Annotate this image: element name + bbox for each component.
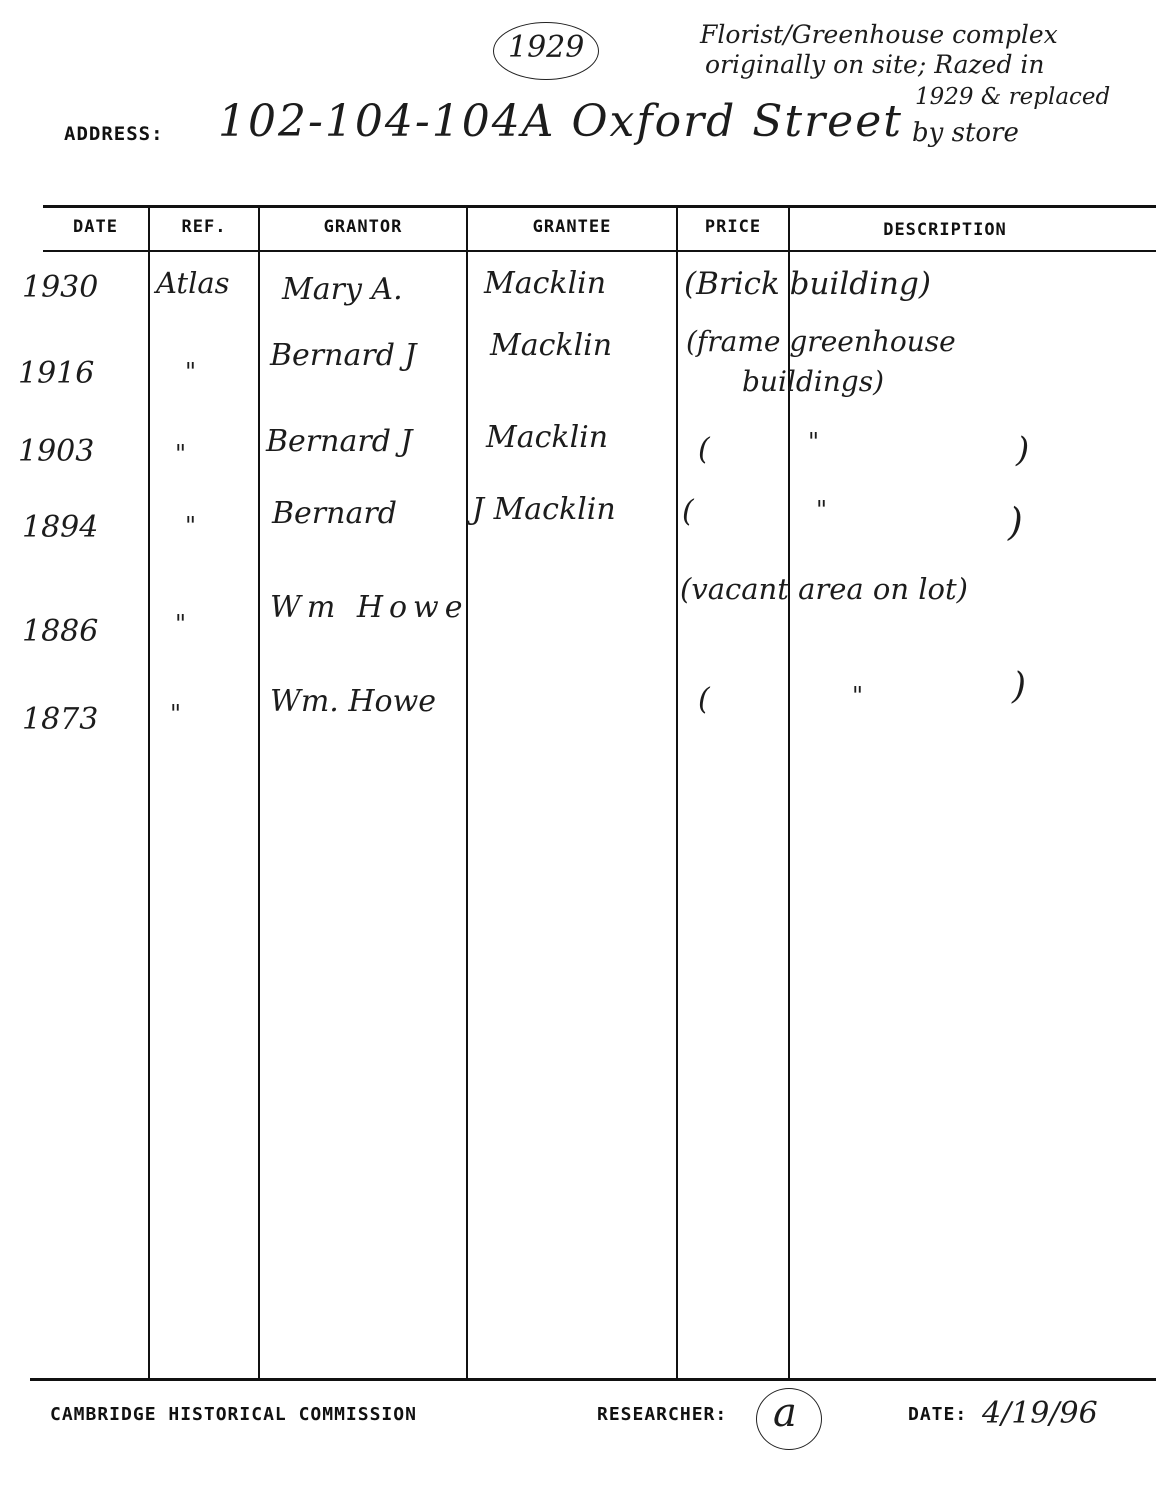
row-1903-ref: " xyxy=(175,440,187,468)
circled-year: 1929 xyxy=(508,30,585,65)
address-value: 102-104-104A Oxford Street xyxy=(218,96,903,147)
researcher-label: RESEARCHER: xyxy=(597,1404,728,1425)
row-1916-grantee: Macklin xyxy=(490,328,613,363)
row-1930-date: 1930 xyxy=(22,270,99,305)
row-1916-ref: " xyxy=(185,358,197,386)
column-divider xyxy=(676,206,678,1379)
row-1930-grantor: Mary A. xyxy=(282,272,403,307)
note-line-3: 1929 & replaced xyxy=(915,84,1111,110)
address-label: ADDRESS: xyxy=(64,123,164,145)
row-1903-grantor: Bernard J xyxy=(266,424,413,459)
column-header-date: DATE xyxy=(73,217,118,237)
column-header-grantee: GRANTEE xyxy=(532,217,612,237)
row-1873-date: 1873 xyxy=(22,702,99,737)
date-label: DATE: xyxy=(908,1404,968,1425)
row-1916-grantor: Bernard J xyxy=(270,338,417,373)
row-1873-ref: " xyxy=(170,700,182,728)
row-1930-ref: Atlas xyxy=(156,266,230,300)
row-1930-description: (Brick building) xyxy=(684,266,931,302)
column-header-ref: REF. xyxy=(181,217,227,237)
date-value: 4/19/96 xyxy=(982,1396,1098,1431)
row-1903-price-open-paren: ( xyxy=(698,432,710,467)
row-1894-price-open-paren: ( xyxy=(682,494,694,529)
row-1903-description-ditto: " xyxy=(808,428,820,456)
row-1903-grantee: Macklin xyxy=(486,420,609,455)
row-1873-description-close-paren: ) xyxy=(1012,666,1027,707)
table-header-rule xyxy=(43,250,1156,252)
note-line-1: Florist/Greenhouse complex xyxy=(700,20,1058,49)
row-1894-description-ditto: " xyxy=(816,496,828,524)
row-1916-date: 1916 xyxy=(18,356,95,391)
table-bottom-rule xyxy=(30,1378,1156,1381)
note-line-2: originally on site; Razed in xyxy=(705,50,1045,79)
column-divider xyxy=(466,206,468,1379)
row-1894-date: 1894 xyxy=(22,510,99,545)
row-1894-ref: " xyxy=(185,512,197,540)
row-1886-date: 1886 xyxy=(22,614,99,649)
column-header-description: DESCRIPTION xyxy=(883,220,1007,240)
row-1894-grantee: J Macklin xyxy=(472,492,616,527)
researcher-initial: a xyxy=(773,1390,797,1436)
table-top-rule xyxy=(43,205,1156,208)
row-1894-description-close-paren: ) xyxy=(1008,500,1023,544)
row-1886-grantor: Wm Howe xyxy=(270,590,469,625)
row-1886-description: (vacant area on lot) xyxy=(680,572,968,606)
column-divider xyxy=(148,206,150,1379)
row-1930-grantee: Macklin xyxy=(484,266,607,301)
row-1886-ref: " xyxy=(175,610,187,638)
column-header-price: PRICE xyxy=(704,217,762,237)
row-1916-description-line2: buildings) xyxy=(742,365,884,398)
row-1873-description-ditto: " xyxy=(852,682,864,710)
column-header-grantor: GRANTOR xyxy=(323,217,403,237)
note-line-4: by store xyxy=(912,118,1019,148)
row-1873-price-open-paren: ( xyxy=(698,682,710,717)
row-1894-grantor: Bernard xyxy=(272,496,397,531)
organization-name: CAMBRIDGE HISTORICAL COMMISSION xyxy=(50,1404,417,1425)
row-1916-description: (frame greenhouse xyxy=(686,325,956,358)
row-1903-date: 1903 xyxy=(18,434,95,469)
row-1903-description-close-paren: ) xyxy=(1016,430,1030,470)
column-divider xyxy=(258,206,260,1379)
row-1873-grantor: Wm. Howe xyxy=(270,684,437,719)
